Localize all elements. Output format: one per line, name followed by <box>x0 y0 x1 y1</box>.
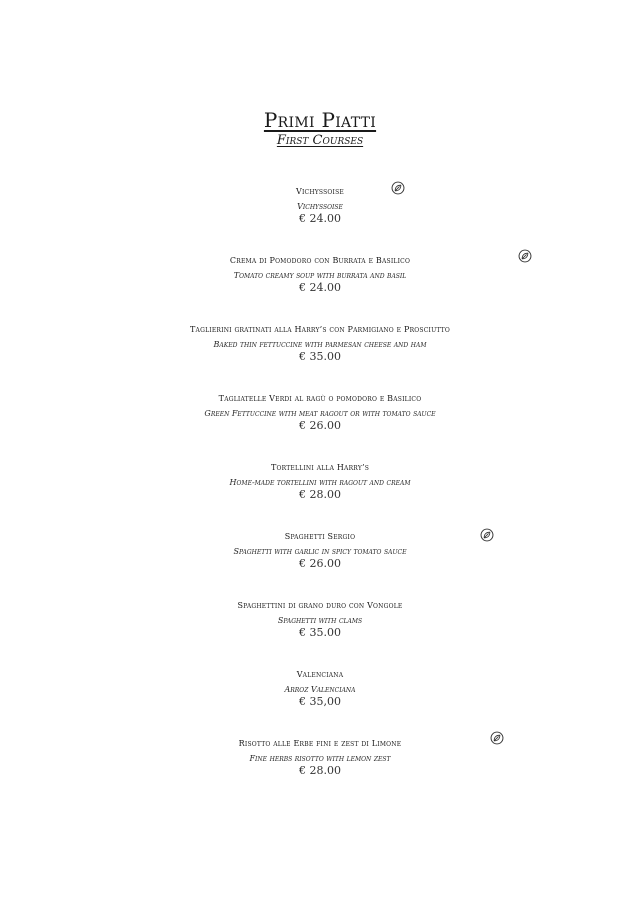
dish-description: Tomato creamy soup with burrata and basil <box>233 271 407 280</box>
leaf-icon <box>480 528 494 542</box>
menu-item <box>0 390 640 432</box>
dish-name: Risotto alle Erbe fini e zest di Limone <box>238 739 402 748</box>
dish-name: Taglierini gratinati alla Harry’s con Parmigiano e Prosciutto <box>190 325 450 334</box>
dish-description: Vichyssoise <box>297 202 343 211</box>
dish-name: Vichyssoise <box>295 187 345 196</box>
menu-item <box>0 252 640 294</box>
dish-name: Crema di Pomodoro con Burrata e Basilico <box>229 256 411 265</box>
menu-item <box>0 528 640 570</box>
dish-name: Tortellini alla Harry’s <box>270 463 370 472</box>
menu-item <box>0 666 640 708</box>
dish-description: Fine herbs risotto with lemon zest <box>249 754 391 763</box>
dish-description: Spaghetti with garlic in spicy tomato sauce <box>233 547 407 556</box>
dish-description: Arroz Valenciana <box>284 685 356 694</box>
menu-item <box>0 321 640 363</box>
dish-name: Spaghettini di grano duro con Vongole <box>237 601 403 610</box>
dish-price: € 24.00 <box>299 212 341 225</box>
dish-price: € 26.00 <box>299 557 341 570</box>
leaf-icon <box>518 249 532 263</box>
section-subtitle: First Courses <box>276 133 364 148</box>
dish-description: Green Fettuccine with meat ragout or with tomato sauce <box>204 409 436 418</box>
dish-name: Valenciana <box>296 670 344 679</box>
dish-price: € 28.00 <box>299 764 341 777</box>
menu-item <box>0 183 640 225</box>
menu-item <box>0 597 640 639</box>
leaf-icon <box>391 181 405 195</box>
dish-description: Spaghetti with clams <box>277 616 363 625</box>
dish-description: Home-made tortellini with ragout and cream <box>229 478 411 487</box>
menu-item <box>0 735 640 777</box>
dish-price: € 35.00 <box>299 626 341 639</box>
dish-price: € 28.00 <box>299 488 341 501</box>
dish-name: Spaghetti Sergio <box>284 532 356 541</box>
leaf-icon <box>490 731 504 745</box>
dish-price: € 35.00 <box>299 350 341 363</box>
dish-name: Tagliatelle Verdi al ragù o pomodoro e Basilico <box>218 394 422 403</box>
dish-price: € 26.00 <box>299 419 341 432</box>
dish-description: Baked thin fettuccine with parmesan cheese and ham <box>213 340 427 349</box>
menu-item <box>0 459 640 501</box>
section-title: Primi Piatti <box>263 108 377 132</box>
dish-price: € 35,00 <box>299 695 341 708</box>
dish-price: € 24.00 <box>299 281 341 294</box>
